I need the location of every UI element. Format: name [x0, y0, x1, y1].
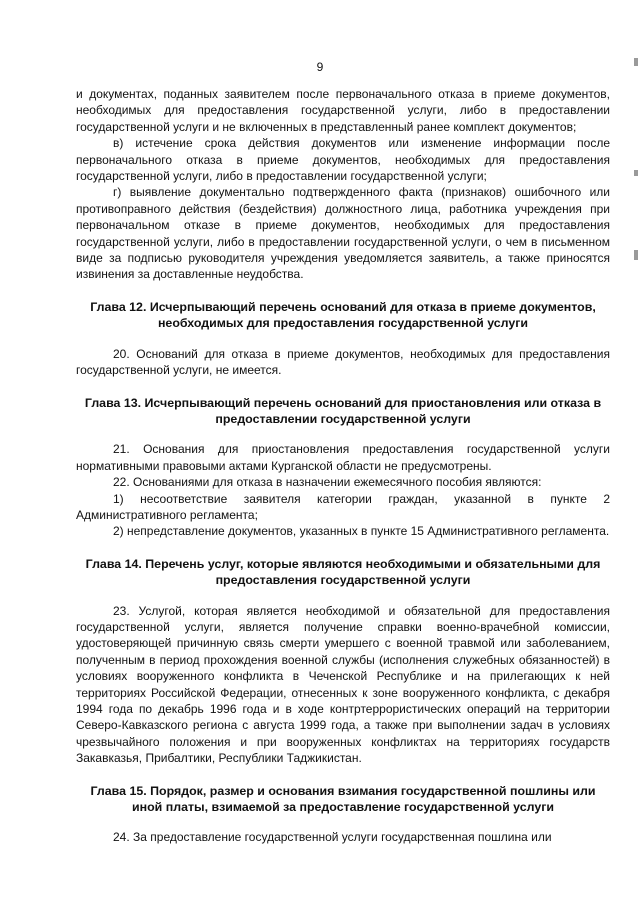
- scan-edge-mark: [634, 170, 638, 176]
- document-body: [76, 86, 610, 846]
- chapter-13-heading: Глава 13. Исчерпывающий перечень оснований для приостановления или отказа в предоставлении государственной услуги: [84, 395, 602, 426]
- scan-edge-mark: [634, 250, 638, 260]
- paragraph-item-v: в) истечение срока действия документов или изменение информации после первоначального отказа в приеме документов, необходимых для предоставления государственной услуги, либо в предоставлении государственной услуги;: [76, 136, 610, 184]
- paragraph-22-item-2: 2) непредставление документов, указанных в пункте 15 Административного регламента.: [113, 524, 610, 539]
- page-number: 9: [316, 60, 324, 74]
- paragraph-22-item-1: 1) несоответствие заявителя категории граждан, указанной в пункте 2 Административного регламента;: [76, 491, 610, 522]
- scan-edge-mark: [634, 58, 638, 66]
- chapter-14-heading: Глава 14. Перечень услуг, которые являются необходимыми и обязательными для предоставления государственной услуги: [85, 556, 601, 588]
- paragraph-22: 22. Основаниями для отказа в назначении ежемесячного пособия являются:: [113, 475, 542, 490]
- chapter-12-heading: Глава 12. Исчерпывающий перечень оснований для отказа в приеме документов, необходимых для предоставления государственной услуги: [90, 299, 596, 331]
- paragraph-21: 21. Основания для приостановления предоставления государственной услуги нормативными правовыми актами Курганской области не предусмотрены.: [76, 442, 610, 473]
- paragraph-23: 23. Услугой, которая является необходимой и обязательной для предоставления государственной услуги, является получение справки военно-врачебной комиссии, удостоверяющей причинную связь смерти умершего с военной травмой или заболеванием, полученным в период прохождения военной службы (исполнения служебных обязанностей) в условиях вооруженного конфликта в Чеченской Республике и на прилегающих к ней территориях Российской Федерации, отнесенных к зоне вооруженного конфликта, с декабря 1994 года по декабрь 1996 года и в ходе контртеррористических операций на территории Северо-Кавказского региона с августа 1999 года, а также при выполнении задач в условиях чрезвычайного положения и при вооруженных конфликтах на территориях государств Закавказья, Прибалтики, Республики Таджикистан.: [76, 603, 610, 766]
- chapter-15-heading: Глава 15. Порядок, размер и основания взимания государственной пошлины или иной платы, взимаемой за предоставление государственной услуги: [90, 783, 596, 815]
- paragraph-24: 24. За предоставление государственной услуги государственная пошлина или: [113, 830, 552, 845]
- paragraph-20: 20. Оснований для отказа в приеме документов, необходимых для предоставления государственной услуги, не имеется.: [76, 346, 610, 378]
- paragraph-continuation: и документах, поданных заявителем после первоначального отказа в приеме документов, необходимых для предоставления государственной услуги, либо в предоставлении государственной услуги и не включенных в представленный ранее комплект документов;: [76, 87, 610, 134]
- paragraph-item-g: г) выявление документально подтвержденного факта (признаков) ошибочного или противоправного действия (бездействия) должностного лица, работника учреждения при первоначальном отказе в приеме документов, необходимых для предоставления государственной услуги, либо в предоставлении государственной услуги, о чем в письменном виде за подписью руководителя учреждения уведомляется заявитель, а также приносятся извинения за доставленные неудобства.: [76, 185, 610, 282]
